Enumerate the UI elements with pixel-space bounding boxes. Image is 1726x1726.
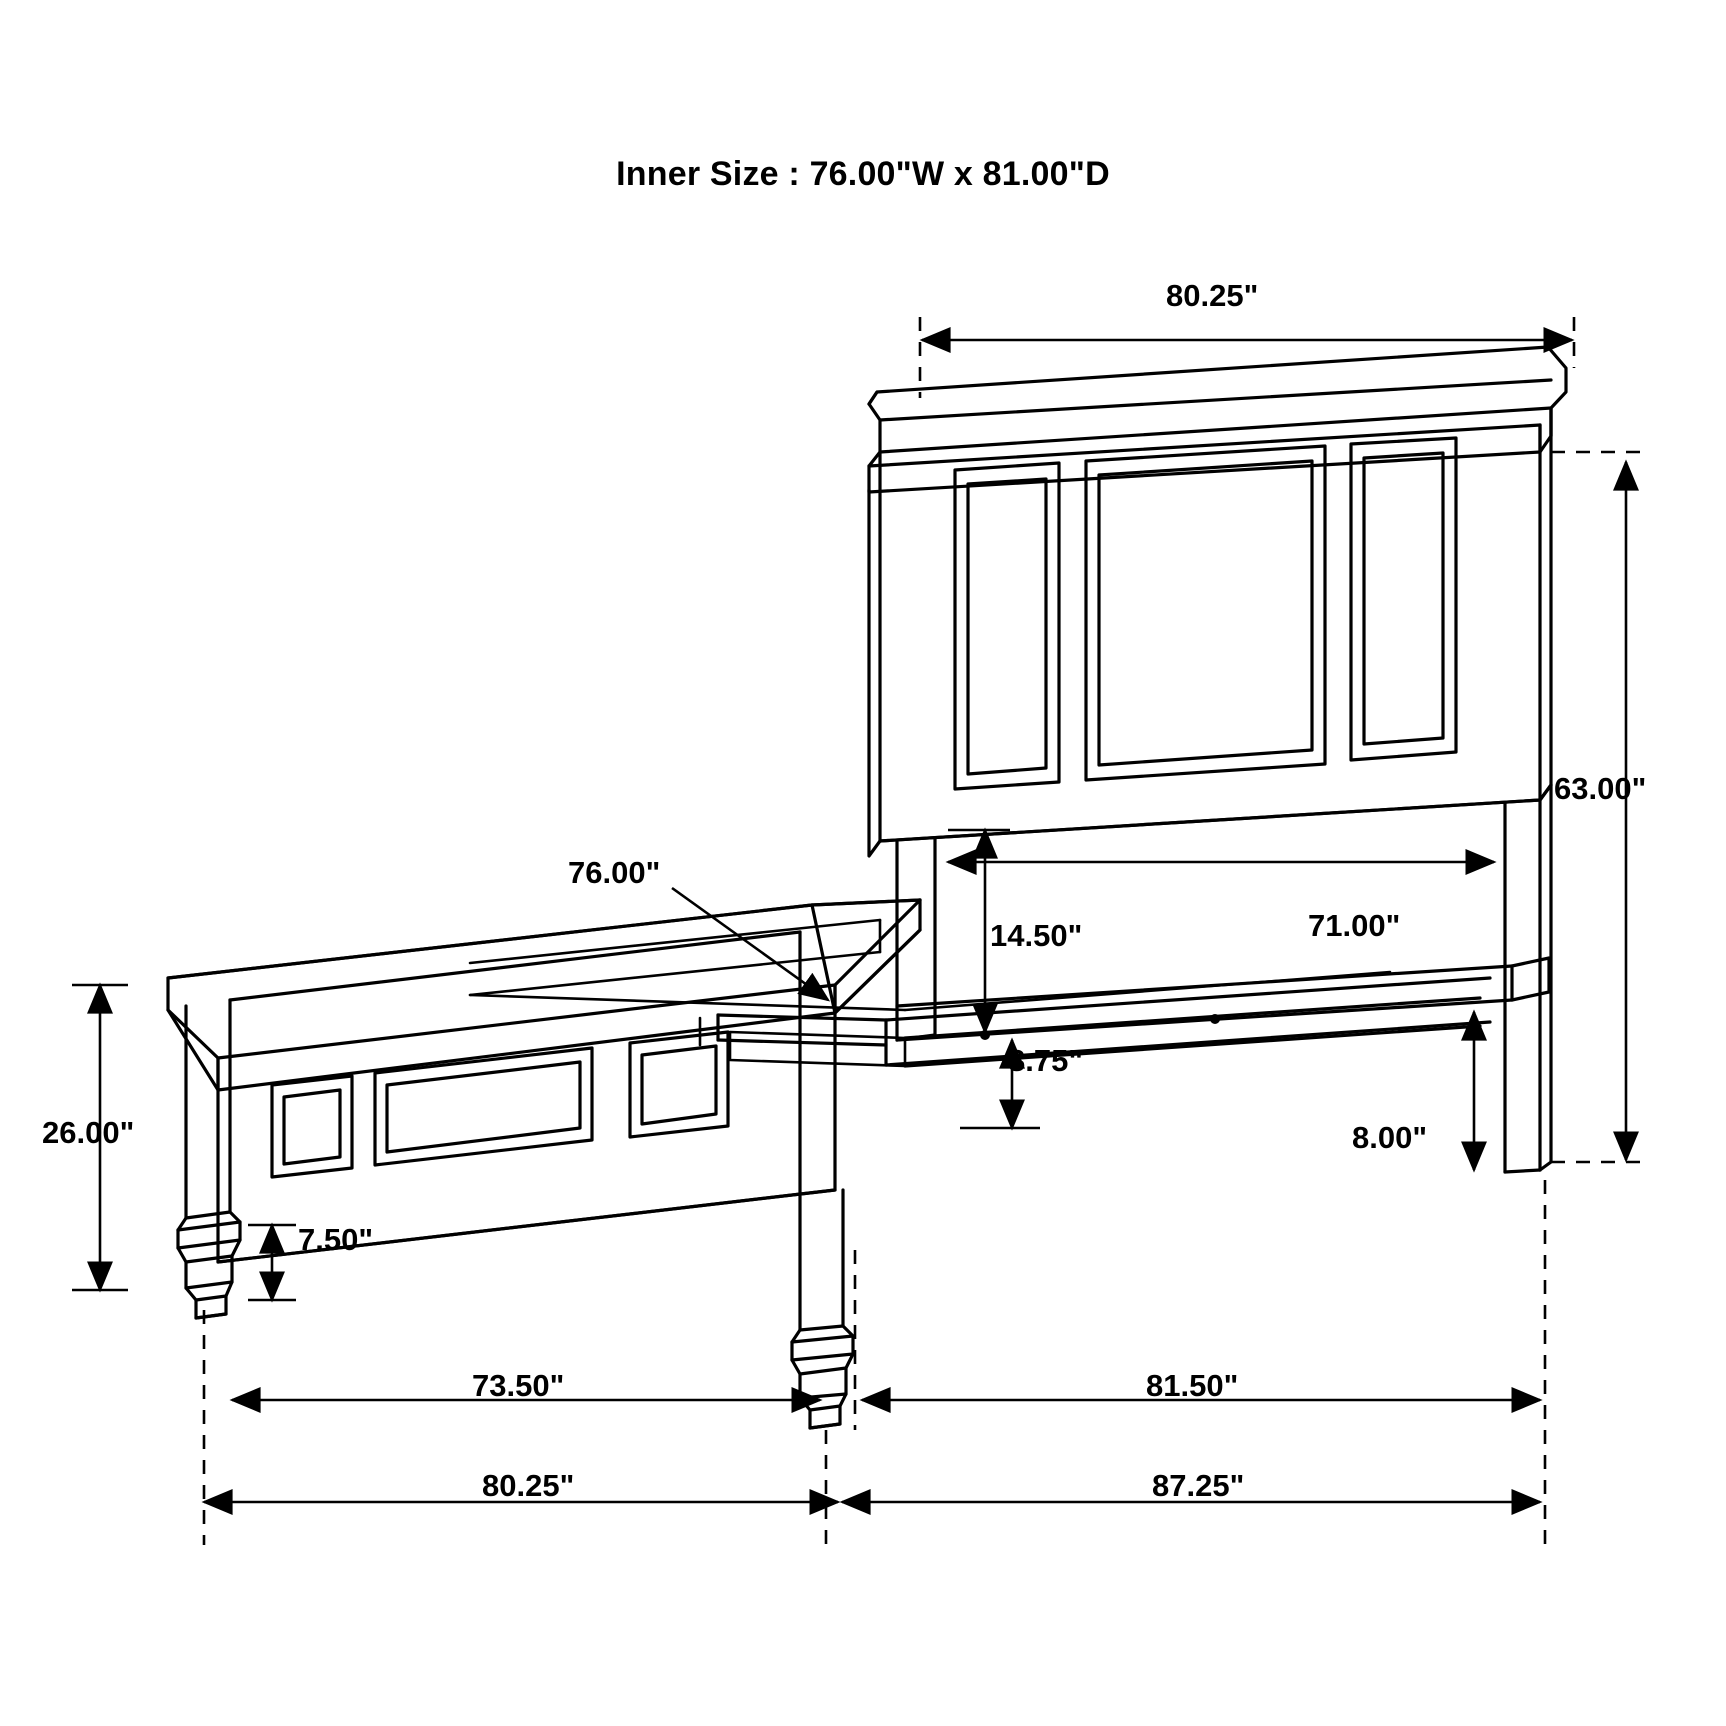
dim-headboard-outer-segment: 87.25": [1152, 1468, 1245, 1503]
dim-rail-height-from-floor: 8.75": [1008, 1043, 1084, 1078]
dim-footboard-depth-segment: 73.50": [472, 1368, 565, 1403]
dim-overall-height: 63.00": [1554, 771, 1647, 806]
page-title: Inner Size : 76.00"W x 81.00"D: [616, 155, 1110, 193]
dim-footboard-leg-height: 7.50": [298, 1222, 374, 1257]
dim-side-rail-inner-length: 71.00": [1308, 908, 1401, 943]
dim-headboard-width: 80.25": [1166, 278, 1259, 313]
dim-footboard-height: 26.00": [42, 1115, 135, 1150]
dim-footboard-outer-segment: 80.25": [482, 1468, 575, 1503]
dim-inner-width-callout: 76.00": [568, 855, 661, 890]
dim-slat-to-headboard-height: 14.50": [990, 918, 1083, 953]
dim-headboard-depth-segment: 81.50": [1146, 1368, 1239, 1403]
dim-rail-bottom-clearance: 8.00": [1352, 1120, 1428, 1155]
